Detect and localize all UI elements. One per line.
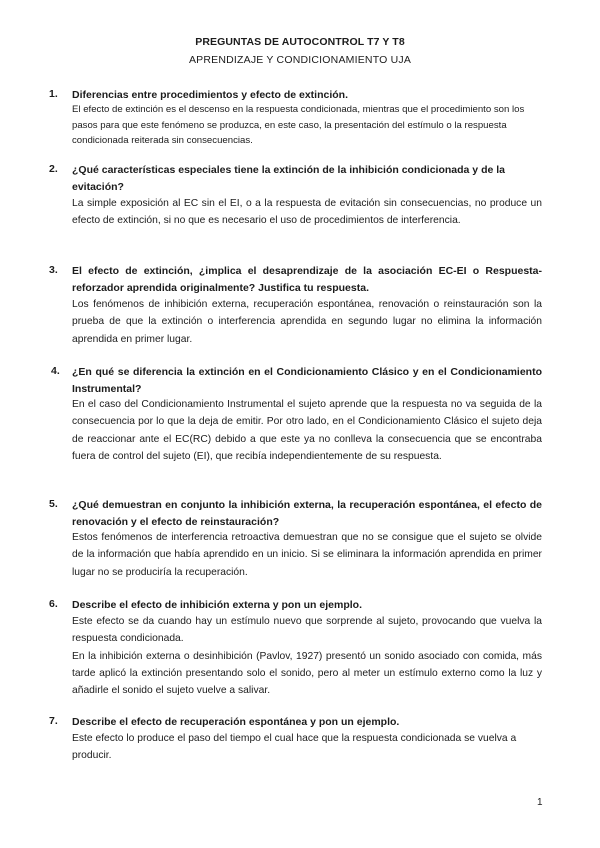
answer-text [72, 613, 542, 699]
question-number: 6. [49, 598, 58, 610]
document-title: PREGUNTAS DE AUTOCONTROL T7 Y T8 [195, 36, 405, 48]
question-heading: Diferencias entre procedimientos y efecto de extinción. [72, 89, 348, 101]
answer-text [72, 396, 542, 465]
answer-text [72, 730, 542, 765]
page-number: 1 [537, 797, 543, 808]
question-heading: ¿Qué características especiales tiene la extinción de la inhibición condicionada y de la evitación? [72, 164, 505, 193]
answer-text [72, 195, 542, 230]
answer-paragraph: Estos fenómenos de interferencia retroactiva demuestran que no se consigue que el sujeto se olvide de la información que había aprendido en un inicio. Si se eliminara la información aprendida en primer lugar no se produciría la recuperación. [72, 532, 542, 578]
document-subtitle: APRENDIZAJE Y CONDICIONAMIENTO UJA [188, 54, 412, 66]
question-heading: ¿Qué demuestran en conjunto la inhibición externa, la recuperación espontánea, el efecto de renovación y el efecto de reinstauración? [72, 499, 542, 528]
answer-paragraph: Los fenómenos de inhibición externa, recuperación espontánea, renovación o reinstauración son la prueba de que la extinción o interferencia aprendida en segundo lugar no elimina la información aprendida en primer lugar. [72, 299, 542, 345]
question-number: 2. [49, 163, 58, 175]
answer-paragraph: La simple exposición al EC sin el EI, o a la respuesta de evitación sin consecuencias, no produce un efecto de extinción, si no que es necesario el uso de procedimientos de interferencia. [72, 198, 542, 227]
answer-paragraph: Este efecto lo produce el paso del tiempo el cual hace que la respuesta condicionada se vuelva a producir. [72, 733, 517, 762]
answer-paragraph: En la inhibición externa o desinhibición (Pavlov, 1927) presentó un sonido asociado con comida, más tarde aplicó la extinción presentando solo el sonido, pero al meter un estímulo externo como la luz y añadirle el sonido el sujeto vuelve a salivar. [72, 650, 542, 697]
question-heading: Describe el efecto de recuperación espontánea y pon un ejemplo. [72, 716, 400, 728]
question-number: 7. [49, 715, 58, 727]
answer-paragraph: El efecto de extinción es el descenso en la respuesta condicionada, mientras que el procedimiento son los pasos para que este fenómeno se produzca, en este caso, la presentación del estímulo o la respuesta condicionada reiterada sin consecuencias. [72, 104, 525, 146]
question-heading: El efecto de extinción, ¿implica el desaprendizaje de la asociación EC-EI o Respuesta-reforzador aprendida originalmente? Justifica tu respuesta. [72, 265, 542, 294]
question-number: 1. [49, 88, 58, 100]
answer-paragraph: En el caso del Condicionamiento Instrumental el sujeto aprende que la respuesta no va seguida de la consecuencia por lo que la deja de emitir. Por otro lado, en el Condicionamiento Clásico el sujeto deja de reaccionar ante el EC(RC) debido a que este ya no conlleva la consecuencia que se encontraba fuera de control del sujeto (EI), que recibía independientemente de su respuesta. [72, 399, 542, 462]
question-heading: Describe el efecto de inhibición externa y pon un ejemplo. [72, 599, 362, 611]
answer-text [72, 102, 542, 149]
answer-paragraph: Este efecto se da cuando hay un estímulo nuevo que sorprende al sujeto, provocando que vuelva la respuesta condicionada. [72, 616, 542, 645]
answer-text [72, 529, 542, 581]
question-heading: ¿En qué se diferencia la extinción en el Condicionamiento Clásico y en el Condicionamiento Instrumental? [72, 366, 542, 395]
question-number: 5. [49, 498, 58, 510]
answer-text [72, 296, 542, 348]
question-number: 3. [49, 264, 58, 276]
question-number: 4. [51, 365, 60, 377]
